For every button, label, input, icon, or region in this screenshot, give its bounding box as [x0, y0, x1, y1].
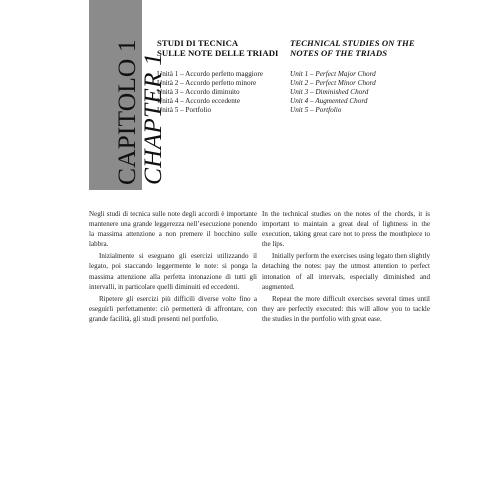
italian-unit-item: Unità 5 – Portfolio [157, 106, 212, 115]
italian-section-title [157, 38, 281, 58]
italian-paragraph: Ripetere gli esercizi più difficili diverse volte fino a eseguirli perfettamente: ciò permetterà di affrontare, con grande facilità, gli studi presenti nel portfolio. [89, 294, 257, 323]
english-paragraph: Repeat the more difficult exercises several times until they are perfectly executed: this will allow you to tackle the studies in the portfolio with great ease. [262, 294, 430, 323]
english-section-title [290, 38, 422, 58]
english-unit-item: Unit 2 – Perfect Minor Chord [290, 79, 376, 88]
chapter-heading-english: CHAPTER 1 [138, 53, 167, 185]
english-title-line-1: TECHNICAL STUDIES ON THE [290, 38, 415, 48]
italian-title-line-2: SULLE NOTE DELLE TRIADI [157, 48, 279, 58]
english-title-line-2: NOTES OF THE TRIADS [290, 48, 388, 58]
italian-unit-item: Unità 3 – Accordo diminuito [157, 88, 240, 97]
italian-paragraph: Inizialmente si eseguano gli esercizi utilizzando il legato, poi staccando leggermente le note: si ponga la massima attenzione alla perfetta intonazione di tutti gli intervalli, in particolare quelli diminuiti ed eccedenti. [89, 252, 257, 291]
chapter-heading-italian: CAPITOLO 1 [112, 39, 141, 185]
italian-unit-item: Unità 4 – Accordo eccedente [157, 97, 241, 106]
english-unit-item: Unit 4 – Augmented Chord [290, 97, 368, 106]
italian-unit-item: Unità 1 – Accordo perfetto maggiore [157, 70, 263, 78]
english-header [290, 38, 422, 115]
english-unit-item: Unit 3 – Diminished Chord [290, 88, 369, 97]
english-body [262, 209, 430, 326]
italian-unit-list [157, 70, 281, 115]
english-unit-item: Unit 1 – Perfect Major Chord [290, 70, 376, 78]
chapter-tab [89, 0, 167, 190]
english-paragraph: In the technical studies on the notes of the chords, it is important to maintain a great deal of lightness in the execution, taking great care not to press the mouthpiece to the lips. [262, 210, 430, 249]
italian-body [89, 209, 257, 326]
english-unit-list [290, 70, 422, 115]
italian-header [157, 38, 281, 115]
italian-title-line-1: STUDI DI TECNICA [157, 38, 239, 48]
italian-unit-item: Unità 2 – Accordo perfetto minore [157, 79, 257, 88]
italian-paragraph: Negli studi di tecnica sulle note degli accordi è importante mantenere una grande leggerezza nell’esecuzione ponendo la massima attenzione a non premere il bocchino sulle labbra. [89, 210, 257, 249]
english-paragraph: Initially perform the exercises using legato then slightly detaching the notes: pay the utmost attention to perfect intonation of all intervals, especially diminished and augmented. [262, 252, 430, 291]
english-unit-item: Unit 5 – Portfolio [290, 106, 342, 115]
